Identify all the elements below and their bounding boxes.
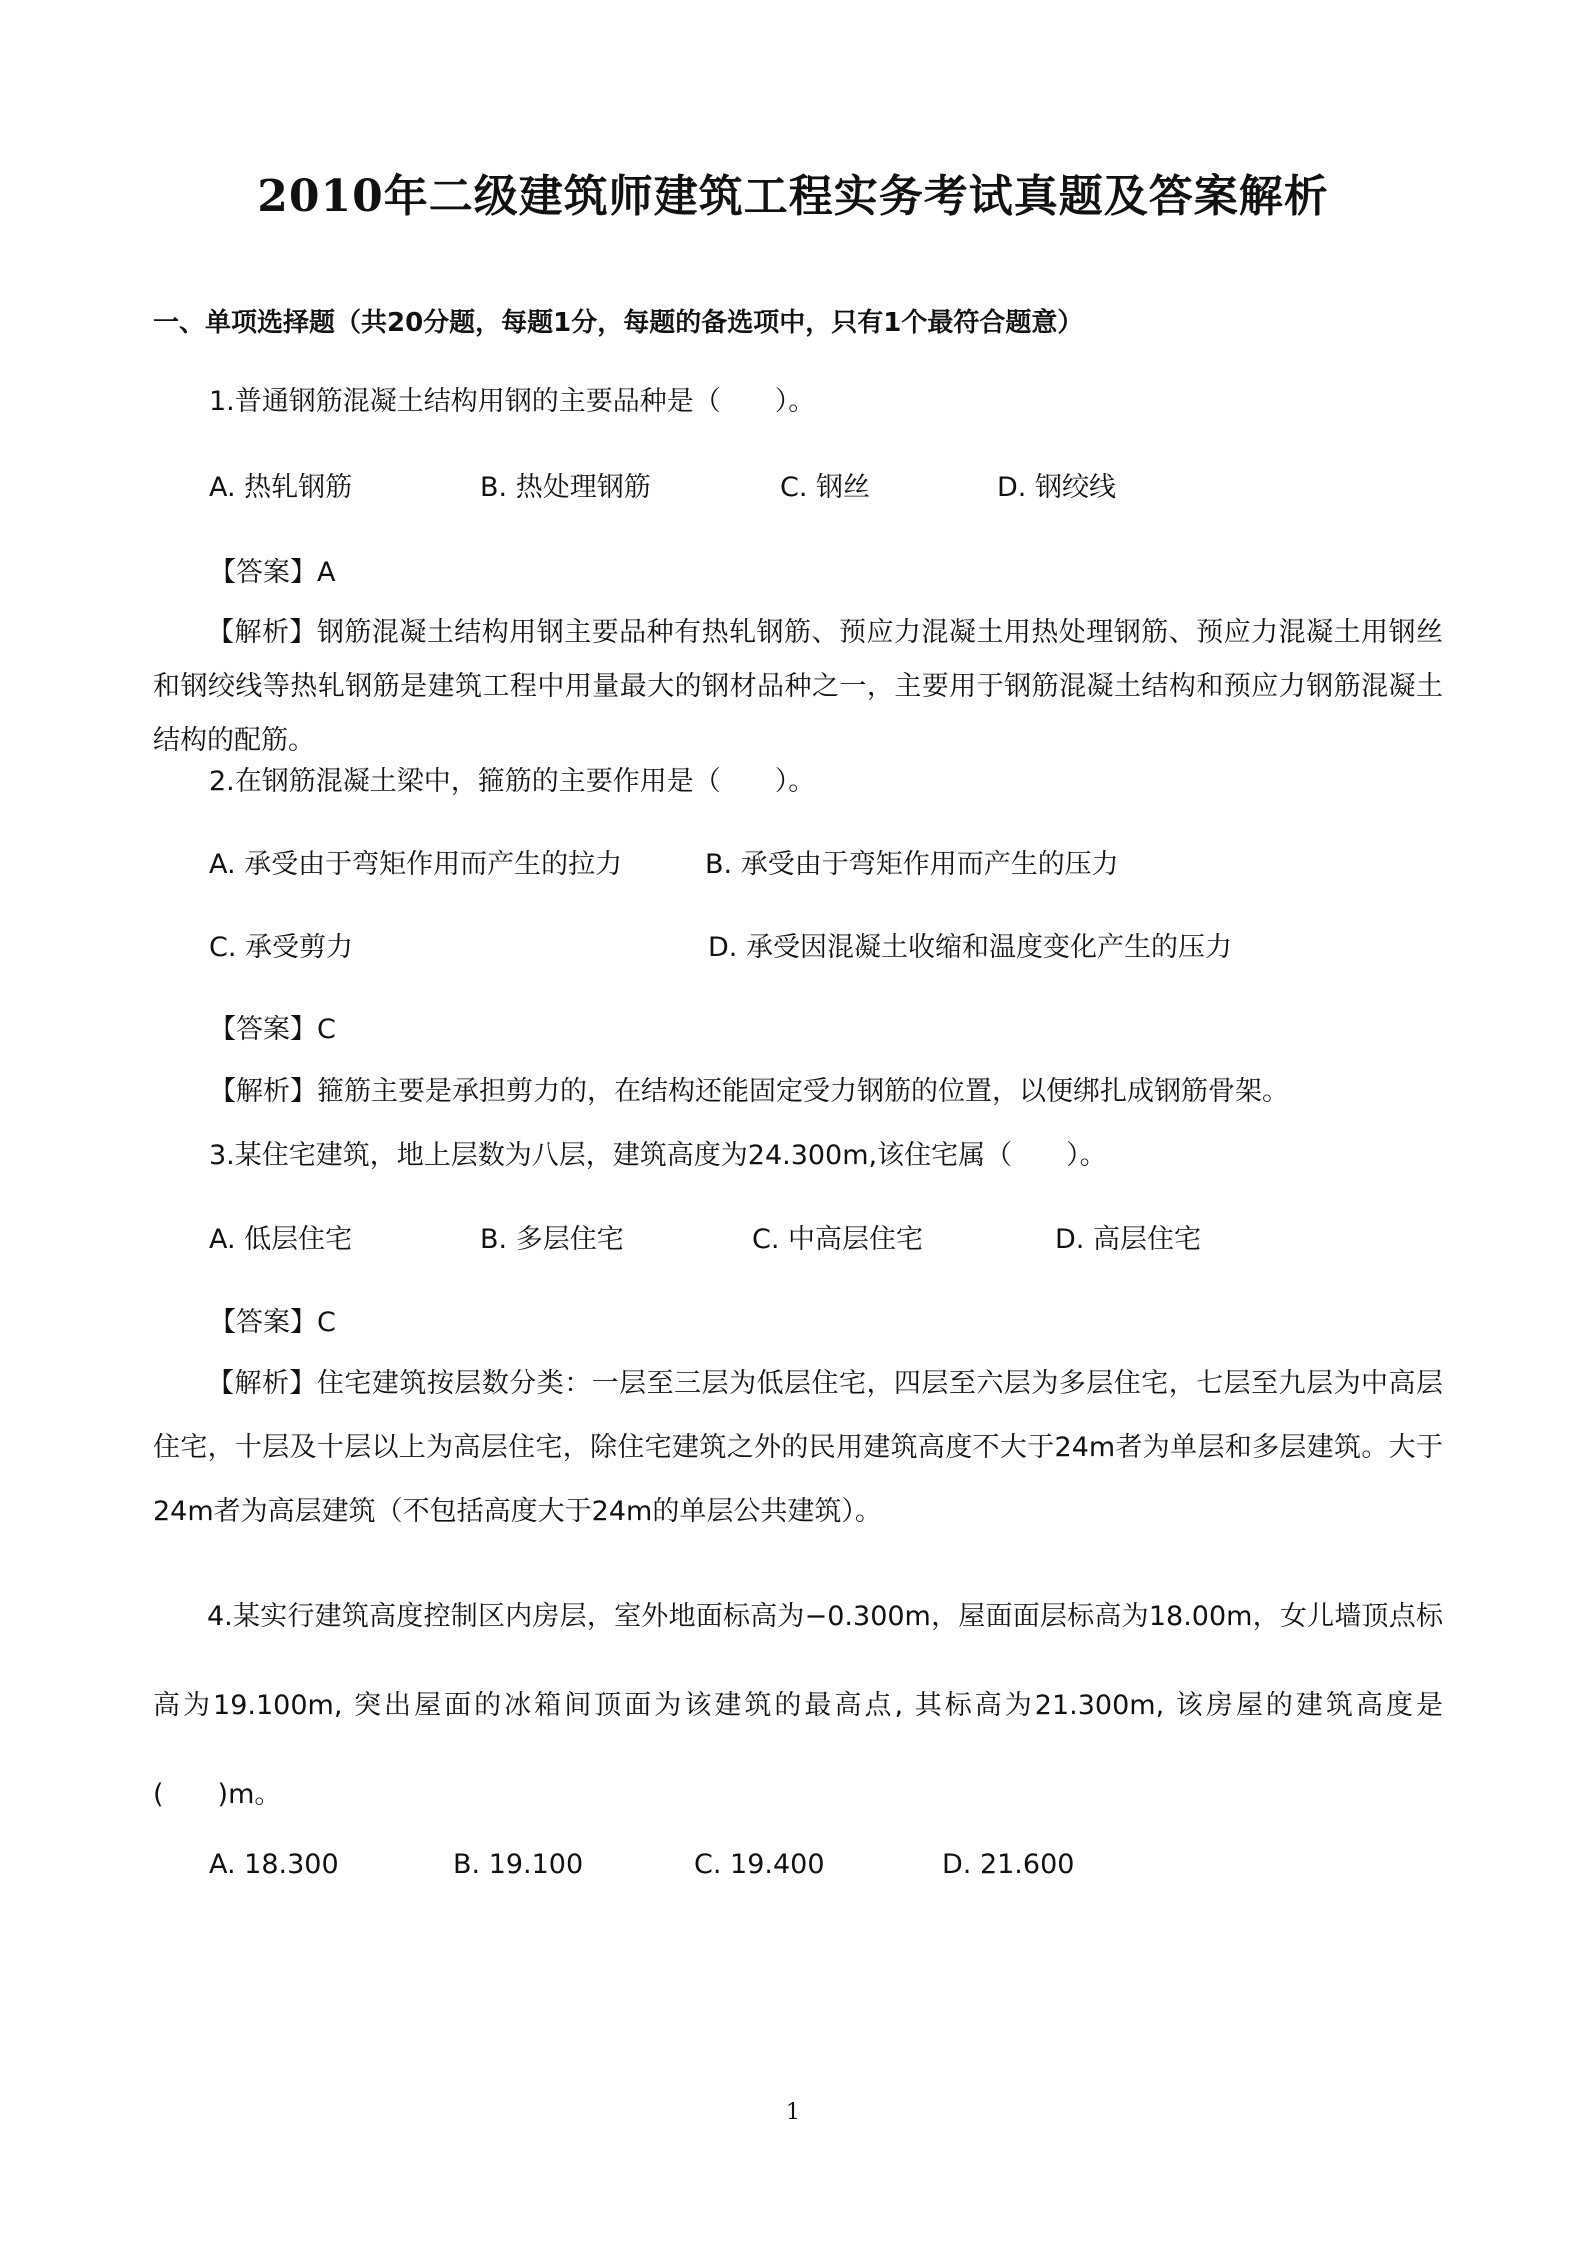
question-4-option-c: C. 19.400 — [694, 1849, 825, 1880]
question-1-option-c: C. 钢丝 — [780, 472, 871, 503]
question-2-stem: 2.在钢筋混凝土梁中，箍筋的主要作用是（ ）。 — [209, 766, 816, 797]
question-3-analysis-text: 【解析】住宅建筑按层数分类：一层至三层为低层住宅，四层至六层为多层住宅，七层至九层为中高层住宅，十层及十层以上为高层住宅，除住宅建筑之外的民用建筑高度不大于24m者为单层和多层建筑。大于24m者为高层建筑（不包括高度大于24m的单层公共建筑）。 — [153, 1368, 1443, 1527]
question-1-analysis — [153, 606, 1443, 768]
question-1-analysis-text: 【解析】钢筋混凝土结构用钢主要品种有热轧钢筋、预应力混凝土用热处理钢筋、预应力混凝土用钢丝和钢绞线等热轧钢筋是建筑工程中用量最大的钢材品种之一，主要用于钢筋混凝土结构和预应力钢筋混凝土结构的配筋。 — [153, 617, 1443, 756]
question-1-answer: 【答案】A — [209, 557, 336, 588]
question-3-stem: 3.某住宅建筑，地上层数为八层，建筑高度为24.300m,该住宅属（ ）。 — [209, 1140, 1107, 1171]
question-3-answer: 【答案】C — [209, 1307, 336, 1338]
question-2-option-c: C. 承受剪力 — [209, 932, 354, 963]
question-3-option-a: A. 低层住宅 — [209, 1224, 353, 1255]
question-4-option-a: A. 18.300 — [209, 1849, 339, 1880]
page-number: 1 — [786, 2100, 800, 2125]
question-2-answer: 【答案】C — [209, 1014, 336, 1045]
document-title: 2010年二级建筑师建筑工程实务考试真题及答案解析 — [257, 171, 1329, 222]
question-2-option-d: D. 承受因混凝土收缩和温度变化产生的压力 — [708, 932, 1232, 963]
question-3-analysis — [153, 1352, 1443, 1544]
question-2-option-a: A. 承受由于弯矩作用而产生的拉力 — [209, 849, 623, 880]
question-1-option-d: D. 钢绞线 — [997, 472, 1116, 503]
question-4-stem-text: 4.某实行建筑高度控制区内房层，室外地面标高为−0.300m，屋面面层标高为18.00m，女儿墙顶点标高为19.100m, 突出屋面的冰箱间顶面为该建筑的最高点, 其标高为21.300m, 该房屋的建筑高度是( )m。 — [153, 1601, 1443, 1810]
question-4-stem — [153, 1572, 1443, 1839]
question-1-stem: 1.普通钢筋混凝土结构用钢的主要品种是（ ）。 — [209, 386, 816, 417]
question-2-analysis: 【解析】箍筋主要是承担剪力的，在结构还能固定受力钢筋的位置，以便绑扎成钢筋骨架。 — [209, 1076, 1289, 1107]
question-4-option-d: D. 21.600 — [942, 1849, 1075, 1880]
question-3-option-d: D. 高层住宅 — [1055, 1224, 1201, 1255]
question-1-option-a: A. 热轧钢筋 — [209, 472, 353, 503]
question-3-option-b: B. 多层住宅 — [480, 1224, 624, 1255]
question-4-option-b: B. 19.100 — [453, 1849, 584, 1880]
section-heading: 一、单项选择题（共20分题，每题1分，每题的备选项中，只有1个最符合题意） — [153, 308, 1084, 338]
question-1-option-b: B. 热处理钢筋 — [480, 472, 651, 503]
question-2-option-b: B. 承受由于弯矩作用而产生的压力 — [705, 849, 1119, 880]
question-3-option-c: C. 中高层住宅 — [752, 1224, 924, 1255]
